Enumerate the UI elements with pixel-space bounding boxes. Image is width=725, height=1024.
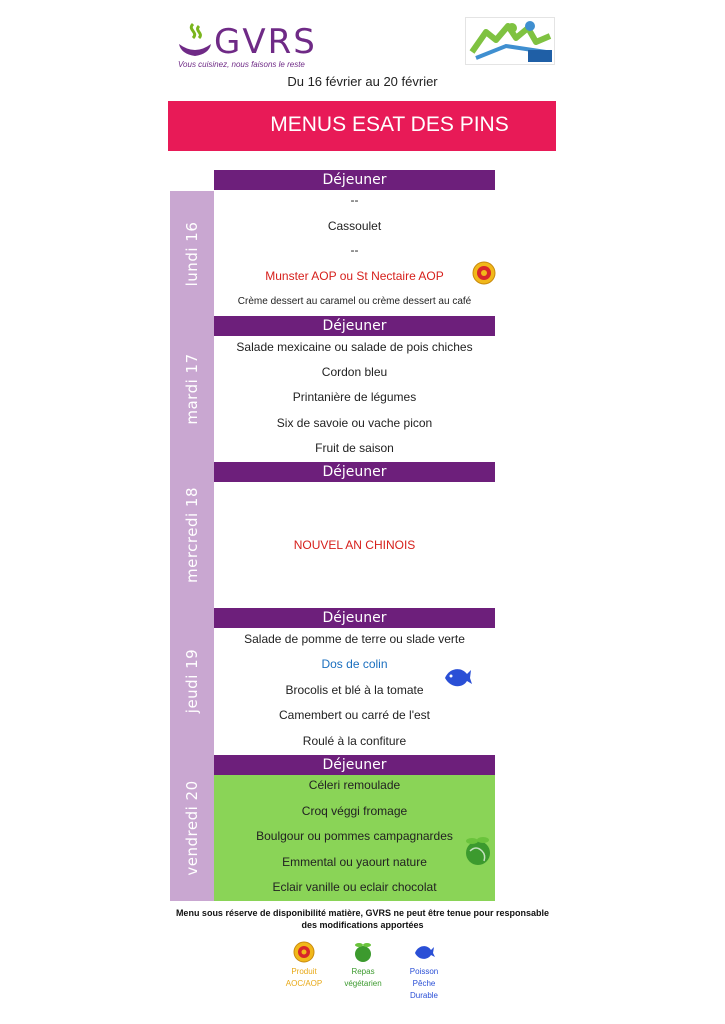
menu-item: Camembert ou carré de l'est — [278, 708, 431, 722]
menu-item: Roulé à la confiture — [302, 734, 407, 748]
legend-line: végétarien — [344, 979, 382, 988]
menu-item: Eclair vanille ou eclair chocolat — [272, 880, 437, 894]
meal-header-mardi: Déjeuner — [214, 316, 495, 336]
menu-item: Céleri remoulade — [308, 778, 401, 792]
day-band-jeudi — [170, 608, 214, 754]
menu-item: Six de savoie ou vache picon — [276, 416, 433, 430]
fish-icon — [441, 662, 473, 692]
menu-dates: Du 16 février au 20 février — [287, 74, 438, 89]
steaming-pot-icon — [175, 22, 215, 62]
meal-header-vendredi: Déjeuner — [214, 755, 495, 775]
menu-item: Cassoulet — [327, 219, 382, 233]
menu-item: Printanière de légumes — [292, 390, 417, 404]
day-label: vendredi 20 — [183, 779, 201, 876]
aop-medal-icon — [292, 941, 316, 963]
disclaimer-line: Menu sous réserve de disponibilité matière, GVRS ne peut être tenue pour responsable — [175, 908, 550, 918]
meal-header-mercredi: Déjeuner — [214, 462, 495, 482]
day-label: lundi 16 — [183, 221, 201, 286]
menu-item-special: NOUVEL AN CHINOIS — [293, 538, 416, 552]
runners-logo-icon — [466, 18, 554, 64]
day-band-lundi — [170, 191, 214, 316]
vegetarian-globe-icon — [462, 835, 494, 867]
meal-header-jeudi: Déjeuner — [214, 608, 495, 628]
title-banner — [168, 101, 556, 151]
day-label: mardi 17 — [183, 353, 201, 425]
meal-header-lundi: Déjeuner — [214, 170, 495, 190]
aop-medal-icon — [472, 261, 496, 285]
menu-item: Cordon bleu — [321, 365, 388, 379]
legend-line: Repas — [351, 967, 375, 976]
brand-name: GVRS — [214, 22, 317, 62]
menu-item: -- — [350, 243, 359, 257]
day-band-mardi — [170, 316, 214, 462]
menu-item: Salade de pomme de terre ou slade verte — [244, 632, 465, 646]
day-band-mercredi — [170, 462, 214, 608]
menu-item: Boulgour ou pommes campagnardes — [256, 829, 453, 843]
disclaimer — [160, 907, 565, 931]
day-label: mercredi 18 — [183, 486, 201, 584]
fish-icon — [412, 941, 436, 963]
page-title: MENUS ESAT DES PINS — [270, 113, 509, 136]
legend-line: Poisson — [409, 967, 439, 976]
menu-item-fish: Dos de colin — [321, 657, 388, 671]
menu-item: Crème dessert au caramel ou crème dessert au café — [237, 296, 472, 307]
menu-item: Salade mexicaine ou salade de pois chiches — [236, 340, 473, 354]
brand-tagline: Vous cuisinez, nous faisons le reste — [178, 60, 305, 69]
legend-line: Produit — [291, 967, 317, 976]
legend-fish — [389, 966, 459, 1002]
legend-line: AOC/AOP — [285, 979, 323, 988]
menu-item: -- — [350, 193, 359, 207]
menu-item-aop: Munster AOP ou St Nectaire AOP — [265, 269, 444, 283]
legend-vegetarian — [328, 966, 398, 990]
menu-item: Fruit de saison — [315, 441, 394, 455]
adapei-logo — [465, 17, 555, 65]
menu-item: Croq véggi fromage — [301, 804, 408, 818]
legend-line: Durable — [409, 991, 438, 1000]
legend-line: Pêche — [412, 979, 436, 988]
disclaimer-line: des modifications apportées — [301, 920, 424, 930]
day-label: jeudi 19 — [183, 648, 201, 714]
day-band-vendredi — [170, 754, 214, 901]
menu-item: Emmental ou yaourt nature — [282, 855, 427, 869]
menu-item: Brocolis et blé à la tomate — [285, 683, 424, 697]
vegetarian-globe-icon — [351, 941, 375, 963]
